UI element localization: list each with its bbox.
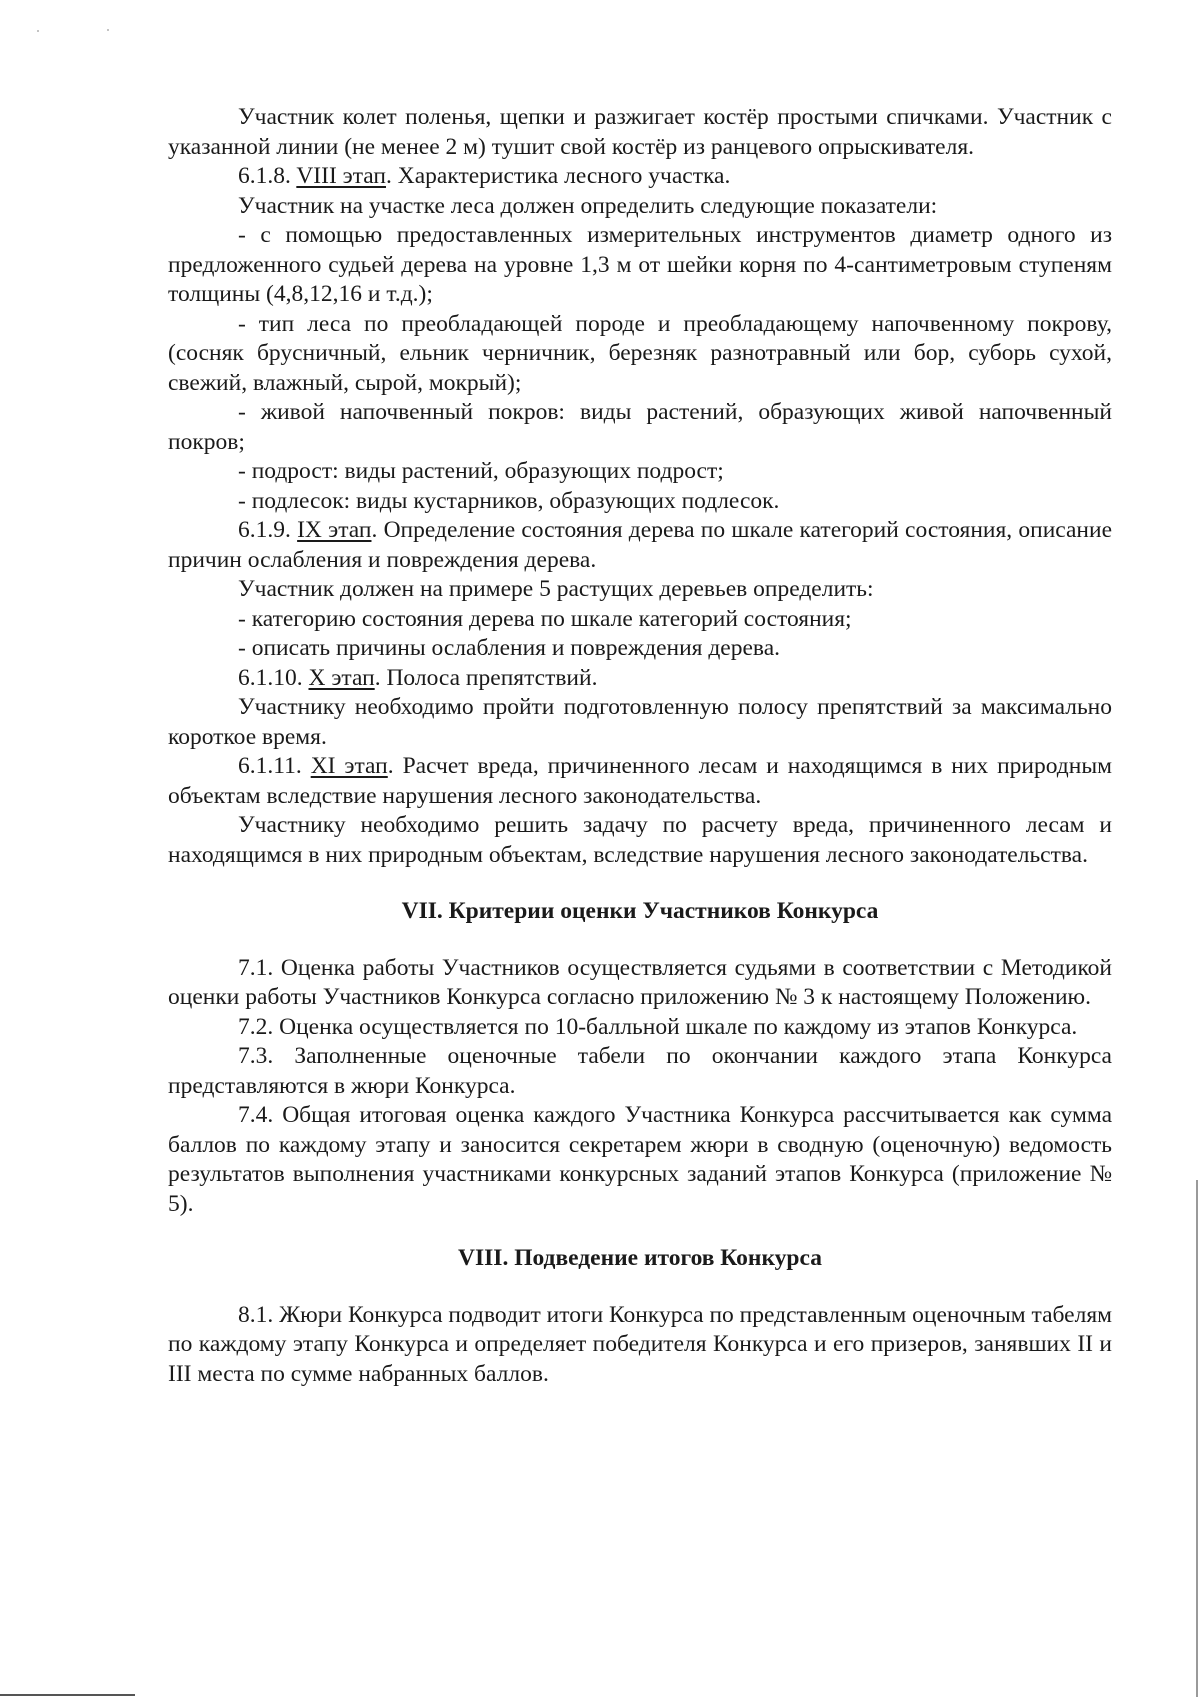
section-number: 6.1.10. <box>238 664 309 691</box>
section-number: 6.1.8. <box>238 163 297 189</box>
paragraph-fire: Участник колет поленья, щепки и разжигает костёр простыми спичками. Участник с указанной линии (не менее 2 м) тушит свой костёр из ранцевого опрыскивателя. <box>168 104 1112 160</box>
stage-label: XI этап <box>310 753 388 779</box>
list-item-category: - категорию состояния дерева по шкале категорий состояния; <box>238 605 852 632</box>
document-page <box>168 103 1112 1389</box>
list-item-forest-type: - тип леса по преобладающей породе и преобладающему напочвенному покрову, (сосняк брусничный, ельник черничник, березняк разнотравный или бор, суборь сухой, свежий, влажный, сырой, мокрый); <box>168 310 1112 396</box>
paragraph-7-1: 7.1. Оценка работы Участников осуществляется судьями в соответствии с Методикой оценки работы Участников Конкурса согласно приложению № 3 к настоящему Положению. <box>168 954 1112 1010</box>
section-title: . Полоса препятствий. <box>374 664 598 691</box>
section-6-1-10-heading <box>168 664 1112 694</box>
section-7-heading: VII. Критерии оценки Участников Конкурса <box>401 898 879 924</box>
paragraph-obstacle: Участнику необходимо пройти подготовленную полосу препятствий за максимально короткое время. <box>168 694 1112 750</box>
paragraph-indicators: Участник на участке леса должен определить следующие показатели: <box>238 192 938 219</box>
paragraph-7-3: 7.3. Заполненные оценочные табели по окончании каждого этапа Конкурса представляются в жюри Конкурса. <box>168 1043 1112 1099</box>
section-title: . Расчет вреда, причиненного лесам и находящимся в них природным объектам вследствие нарушения лесного законодательства. <box>168 753 1112 809</box>
list-item-ground-cover: - живой напочвенный покров: виды растений, образующих живой напочвенный покров; <box>168 399 1112 455</box>
scan-artifact-edge <box>1196 1180 1198 1697</box>
stage-label: IX этап <box>297 517 372 543</box>
scan-artifact-line <box>0 1694 135 1696</box>
section-title: . Характеристика лесного участка. <box>386 163 731 189</box>
list-item-underbrush: - подлесок: виды кустарников, образующих подлесок. <box>238 487 780 514</box>
list-item-causes: - описать причины ослабления и повреждения дерева. <box>238 635 781 661</box>
paragraph-7-4: 7.4. Общая итоговая оценка каждого Участника Конкурса рассчитывается как сумма баллов по каждому этапу и заносится секретарем жюри в сводную (оценочную) ведомость результатов выполнения участниками конкурсных заданий этапов Конкурса (приложение № 5). <box>168 1102 1112 1217</box>
stage-label: X этап <box>308 664 375 691</box>
section-6-1-8-heading <box>168 162 1112 192</box>
section-6-1-9-heading <box>168 516 1112 575</box>
section-number: 6.1.9. <box>238 517 298 543</box>
scan-specks <box>36 28 116 34</box>
list-item-undergrowth: - подрост: виды растений, образующих подрост; <box>238 458 724 484</box>
section-6-1-11-heading <box>168 752 1112 811</box>
list-item-diameter: - с помощью предоставленных измерительных инструментов диаметр одного из предложенного судьей дерева на уровне 1,3 м от шейки корня по 4-сантиметровым ступеням толщины (4,8,12,16 и т.д.); <box>168 222 1112 307</box>
paragraph-damage: Участнику необходимо решить задачу по расчету вреда, причиненного лесам и находящимся в них природным объектам, вследствие нарушения лесного законодательства. <box>168 812 1112 868</box>
paragraph-7-2: 7.2. Оценка осуществляется по 10-балльной шкале по каждому из этапов Конкурса. <box>238 1013 1078 1040</box>
paragraph-8-1: 8.1. Жюри Конкурса подводит итоги Конкурса по представленным оценочным табелям по каждому этапу Конкурса и определяет победителя Конкурса и его призеров, занявших II и III места по сумме набранных баллов. <box>168 1301 1113 1387</box>
section-number: 6.1.11. <box>238 753 311 779</box>
paragraph-five-trees: Участник должен на примере 5 растущих деревьев определить: <box>238 576 874 602</box>
section-title: . Определение состояния дерева по шкале категорий состояния, описание причин ослабления и повреждения дерева. <box>168 517 1113 573</box>
stage-label: VIII этап <box>296 163 386 189</box>
section-8-heading: VIII. Подведение итогов Конкурса <box>458 1245 822 1271</box>
